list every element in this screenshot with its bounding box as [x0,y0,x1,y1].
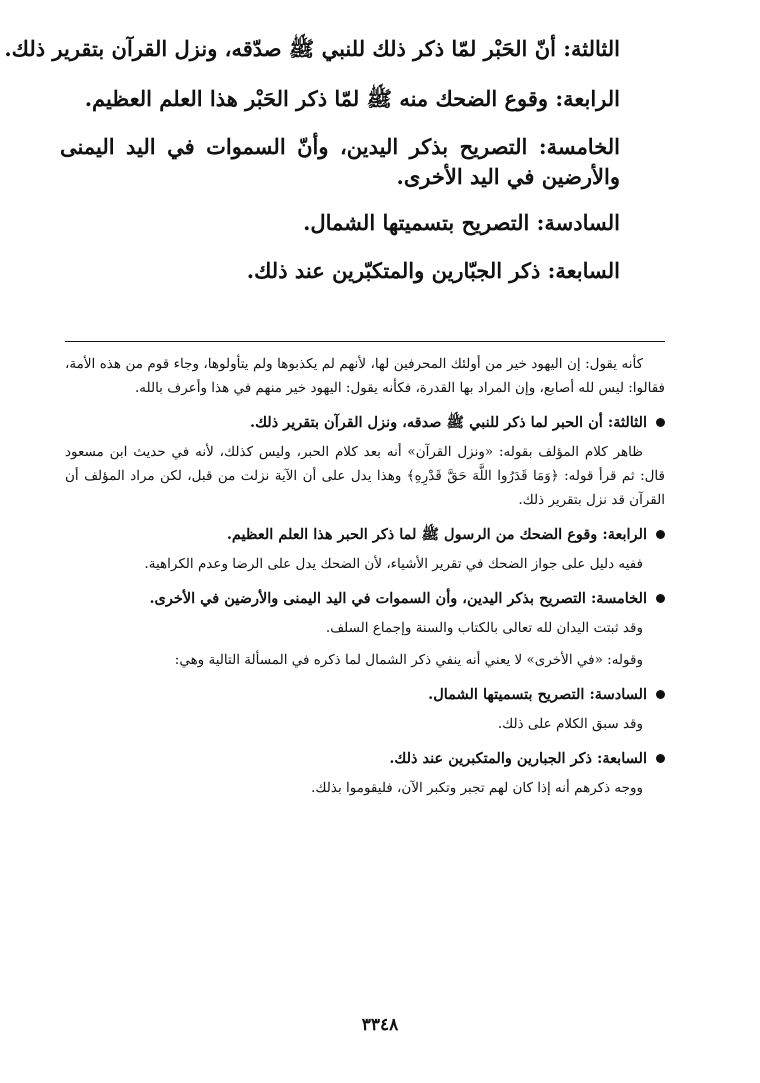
commentary-intro: كأنه يقول: إن اليهود خير من أولئك المحرفين لها، لأنهم لم يكذبوها ولم يتأولوها، وجاء قوم من هذه الأمة، فقالوا: ليس لله أصابع، وإن المراد بها القدرة، فكأنه يقول: اليهود خير منهم في هذا وأعرف بالله. [65,356,665,396]
main-text [4,34,620,286]
point-fourth-heading [65,522,665,548]
bullet-icon [656,690,665,699]
point-sixth-heading [65,682,665,708]
point-seventh-heading-text: السابعة: ذكر الجبارين والمتكبرين عند ذلك. [389,750,647,767]
point-fifth-body-1: وقد ثبتت اليدان لله تعالى بالكتاب والسنة وإجماع السلف. [325,620,643,636]
point-seventh-heading [65,746,665,772]
page-number: ٣٣٤٨ [361,1015,399,1035]
matn-line-third: الثالثة: أنّ الحَبْر لمّا ذكر ذلك للنبي ﷺ صدّقه، ونزل القرآن بتقرير ذلك. [4,36,620,61]
commentary [65,352,665,808]
point-sixth-heading-text: السادسة: التصريح بتسميتها الشمال. [428,686,647,703]
point-fifth-heading [65,586,665,612]
bullet-icon [656,418,665,427]
matn-line-seventh: السابعة: ذكر الجبّارين والمتكبّرين عند ذلك. [246,258,620,283]
point-fifth-heading-text: الخامسة: التصريح بذكر اليدين، وأن السموات في اليد اليمنى والأرضين في الأخرى. [149,590,647,607]
point-seventh-body: ووجه ذكرهم أنه إذا كان لهم تجبر وتكبر الآن، فليقوموا بذلك. [311,780,643,796]
point-sixth-body: وقد سبق الكلام على ذلك. [497,716,643,732]
point-third-heading-text: الثالثة: أن الحبر لما ذكر للنبي ﷺ صدقه، ونزل القرآن بتقرير ذلك. [250,414,647,431]
point-fourth-body: ففيه دليل على جواز الضحك في تقرير الأشياء، لأن الضحك يدل على الرضا وعدم الكراهية. [144,556,643,572]
point-fifth-body-2: وقوله: «في الأخرى» لا يعني أنه ينفي ذكر الشمال لما ذكره في المسألة التالية وهي: [174,652,643,668]
point-third-heading [65,410,665,436]
point-fourth-heading-text: الرابعة: وقوع الضحك من الرسول ﷺ لما ذكر الحبر هذا العلم العظيم. [226,526,647,543]
bullet-icon [656,530,665,539]
bullet-icon [656,594,665,603]
matn-line-sixth: السادسة: التصريح بتسميتها الشمال. [303,210,620,235]
point-third-body: ظاهر كلام المؤلف بقوله: «ونزل القرآن» أنه بعد كلام الحبر، وليس كذلك، لأنه في حديث ابن مسعود قال: ثم قرأ قوله: ﴿وَمَا قَدَرُوا اللَّهَ حَقَّ قَدْرِهِ﴾ وهذا يدل على أن الآية نزلت من قبل، لكن مراد المؤلف أن القرآن قد نزل بتقرير ذلك. [65,444,665,508]
matn-line-fourth: الرابعة: وقوع الضحك منه ﷺ لمّا ذكر الحَبْر هذا العلم العظيم. [84,86,620,111]
bullet-icon [656,754,665,763]
matn-line-fifth: الخامسة: التصريح بذكر اليدين، وأنّ السموات في اليد اليمنى والأرضين في اليد الأخرى. [60,134,620,189]
section-divider [65,341,665,342]
